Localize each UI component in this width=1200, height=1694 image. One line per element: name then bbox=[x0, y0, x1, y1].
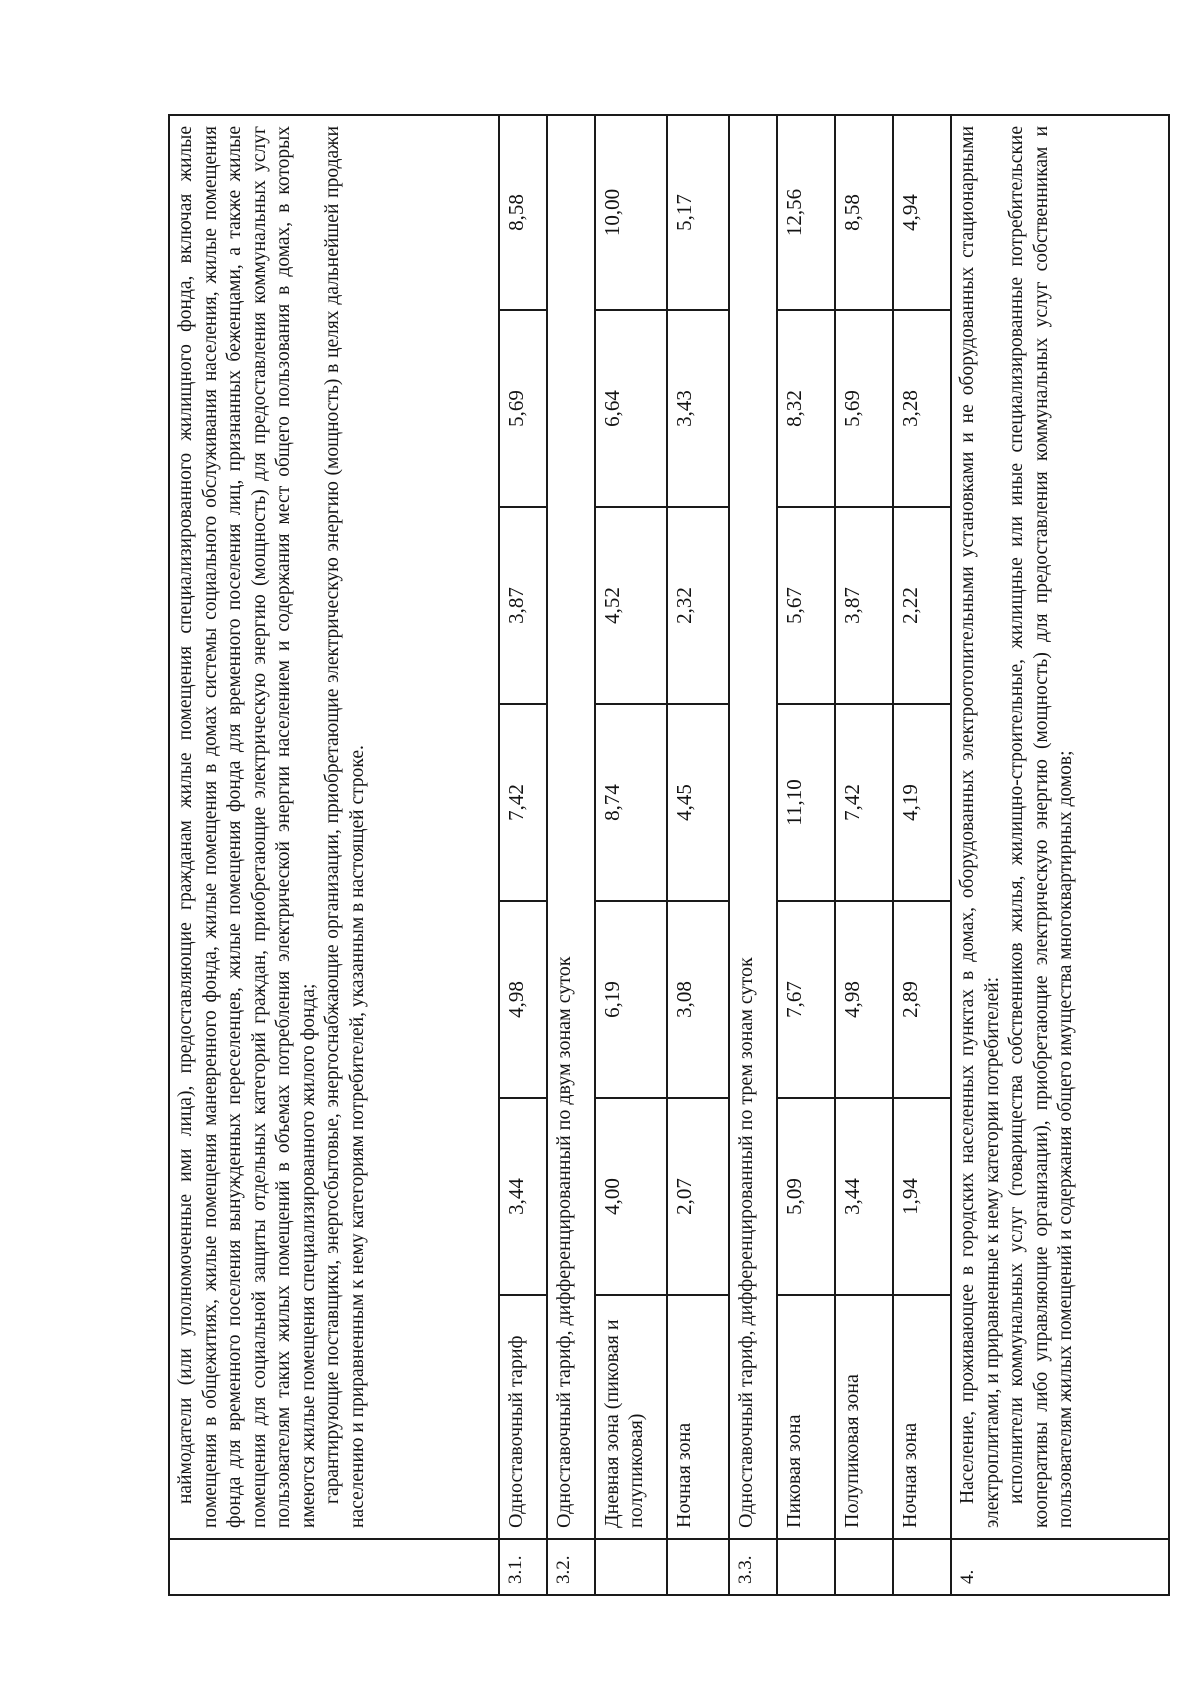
tariff-value: 6,64 bbox=[595, 310, 667, 507]
tariff-value: 12,56 bbox=[777, 115, 835, 310]
intro-text-cell bbox=[169, 115, 499, 1539]
tariff-value: 2,22 bbox=[893, 507, 951, 704]
row-number: 3.2. bbox=[547, 1539, 595, 1595]
tariff-value: 4,52 bbox=[595, 507, 667, 704]
intro-paragraph: гарантирующие поставщики, энергосбытовые, энергоснабжающие организации, приобретающие электрическую энергию (мощность) в целях дальнейшей продажи населению и приравненным к нему категориям потребителей, указанным в настоящей строке. bbox=[322, 125, 368, 1528]
row-number-empty bbox=[667, 1539, 729, 1595]
row-label: Пиковая зона bbox=[777, 1295, 835, 1539]
table-row bbox=[777, 115, 835, 1595]
tariff-value: 4,45 bbox=[667, 704, 729, 901]
tariff-value: 1,94 bbox=[893, 1098, 951, 1295]
tariff-value: 3,87 bbox=[499, 507, 547, 704]
tariff-value: 5,69 bbox=[499, 310, 547, 507]
table-row bbox=[729, 115, 777, 1595]
table-row bbox=[547, 115, 595, 1595]
section-4-row bbox=[951, 115, 1169, 1595]
section-4-paragraph: исполнители коммунальных услуг (товарищества собственников жилья, жилищно-строительные, жилищные или иные специализированные потребительские кооперативы либо управляющие организации), приобретающие электрическую энергию (мощность) для предоставления коммунальных услуг собственникам и пользователям жилых помещений и содержания общего имущества многоквартирных домов; bbox=[1006, 125, 1076, 1528]
tariff-value: 4,00 bbox=[595, 1098, 667, 1295]
tariff-value: 6,19 bbox=[595, 901, 667, 1098]
section-4-paragraph: Население, проживающее в городских населенных пунктах в домах, оборудованных электроотопительными установками и не оборудованных стационарными электроплитами, и приравненные к нему категории потребителей: bbox=[957, 125, 1003, 1528]
table-row bbox=[595, 115, 667, 1595]
tariff-value: 2,07 bbox=[667, 1098, 729, 1295]
tariff-value: 7,42 bbox=[499, 704, 547, 901]
tariff-value: 3,44 bbox=[835, 1098, 893, 1295]
row-number-empty bbox=[777, 1539, 835, 1595]
tariff-table bbox=[168, 114, 1170, 1596]
row-label: Ночная зона bbox=[667, 1295, 729, 1539]
tariff-value: 3,08 bbox=[667, 901, 729, 1098]
tariff-value: 3,28 bbox=[893, 310, 951, 507]
tariff-value: 5,67 bbox=[777, 507, 835, 704]
row-label: Ночная зона bbox=[893, 1295, 951, 1539]
tariff-value: 4,98 bbox=[499, 901, 547, 1098]
tariff-value: 5,69 bbox=[835, 310, 893, 507]
tariff-value: 4,98 bbox=[835, 901, 893, 1098]
tariff-value: 4,94 bbox=[893, 115, 951, 310]
table-row bbox=[667, 115, 729, 1595]
table-row bbox=[893, 115, 951, 1595]
tariff-value: 3,87 bbox=[835, 507, 893, 704]
tariff-value: 3,44 bbox=[499, 1098, 547, 1295]
tariff-value: 8,74 bbox=[595, 704, 667, 901]
tariff-value: 5,17 bbox=[667, 115, 729, 310]
tariff-value: 7,42 bbox=[835, 704, 893, 901]
tariff-value: 11,10 bbox=[777, 704, 835, 901]
tariff-value: 5,09 bbox=[777, 1098, 835, 1295]
tariff-value: 8,58 bbox=[835, 115, 893, 310]
row-number-empty bbox=[835, 1539, 893, 1595]
tariff-value: 2,89 bbox=[893, 901, 951, 1098]
section-header: Одноставочный тариф, дифференцированный по трем зонам суток bbox=[729, 115, 777, 1539]
tariff-value: 4,19 bbox=[893, 704, 951, 901]
section-header: Одноставочный тариф, дифференцированный по двум зонам суток bbox=[547, 115, 595, 1539]
table-row bbox=[835, 115, 893, 1595]
row-number: 4. bbox=[951, 1539, 1169, 1595]
row-label: Одноставочный тариф bbox=[499, 1295, 547, 1539]
intro-num-cell bbox=[169, 1539, 499, 1595]
table-row bbox=[499, 115, 547, 1595]
row-number-empty bbox=[595, 1539, 667, 1595]
tariff-value: 8,58 bbox=[499, 115, 547, 310]
row-number: 3.3. bbox=[729, 1539, 777, 1595]
rotated-page-content bbox=[168, 116, 1118, 1596]
row-label: Полупиковая зона bbox=[835, 1295, 893, 1539]
intro-paragraph: наймодатели (или уполномоченные ими лица), предоставляющие гражданам жилые помещения специализированного жилищного фонда, включая жилые помещения в общежитиях, жилые помещения маневренного фонда, жилые помещения в домах системы социального обслуживания населения, жилые помещения фонда для временного поселения вынужденных переселенцев, жилые помещения фонда для временного поселения лиц, признанных беженцами, а также жилые помещения для социальной защиты отдельных категорий граждан, приобретающие электрическую энергию (мощность) для предоставления коммунальных услуг пользователям таких жилых помещений в объемах потребления электрической энергии населением и содержания мест общего пользования в домах, в которых имеются жилые помещения специализированного жилого фонда; bbox=[175, 125, 319, 1528]
tariff-value: 3,43 bbox=[667, 310, 729, 507]
tariff-value: 2,32 bbox=[667, 507, 729, 704]
intro-row bbox=[169, 115, 499, 1595]
row-number: 3.1. bbox=[499, 1539, 547, 1595]
tariff-value: 7,67 bbox=[777, 901, 835, 1098]
row-number-empty bbox=[893, 1539, 951, 1595]
tariff-value: 8,32 bbox=[777, 310, 835, 507]
section-4-text bbox=[951, 115, 1169, 1539]
tariff-value: 10,00 bbox=[595, 115, 667, 310]
row-label: Дневная зона (пиковая и полупиковая) bbox=[595, 1295, 667, 1539]
